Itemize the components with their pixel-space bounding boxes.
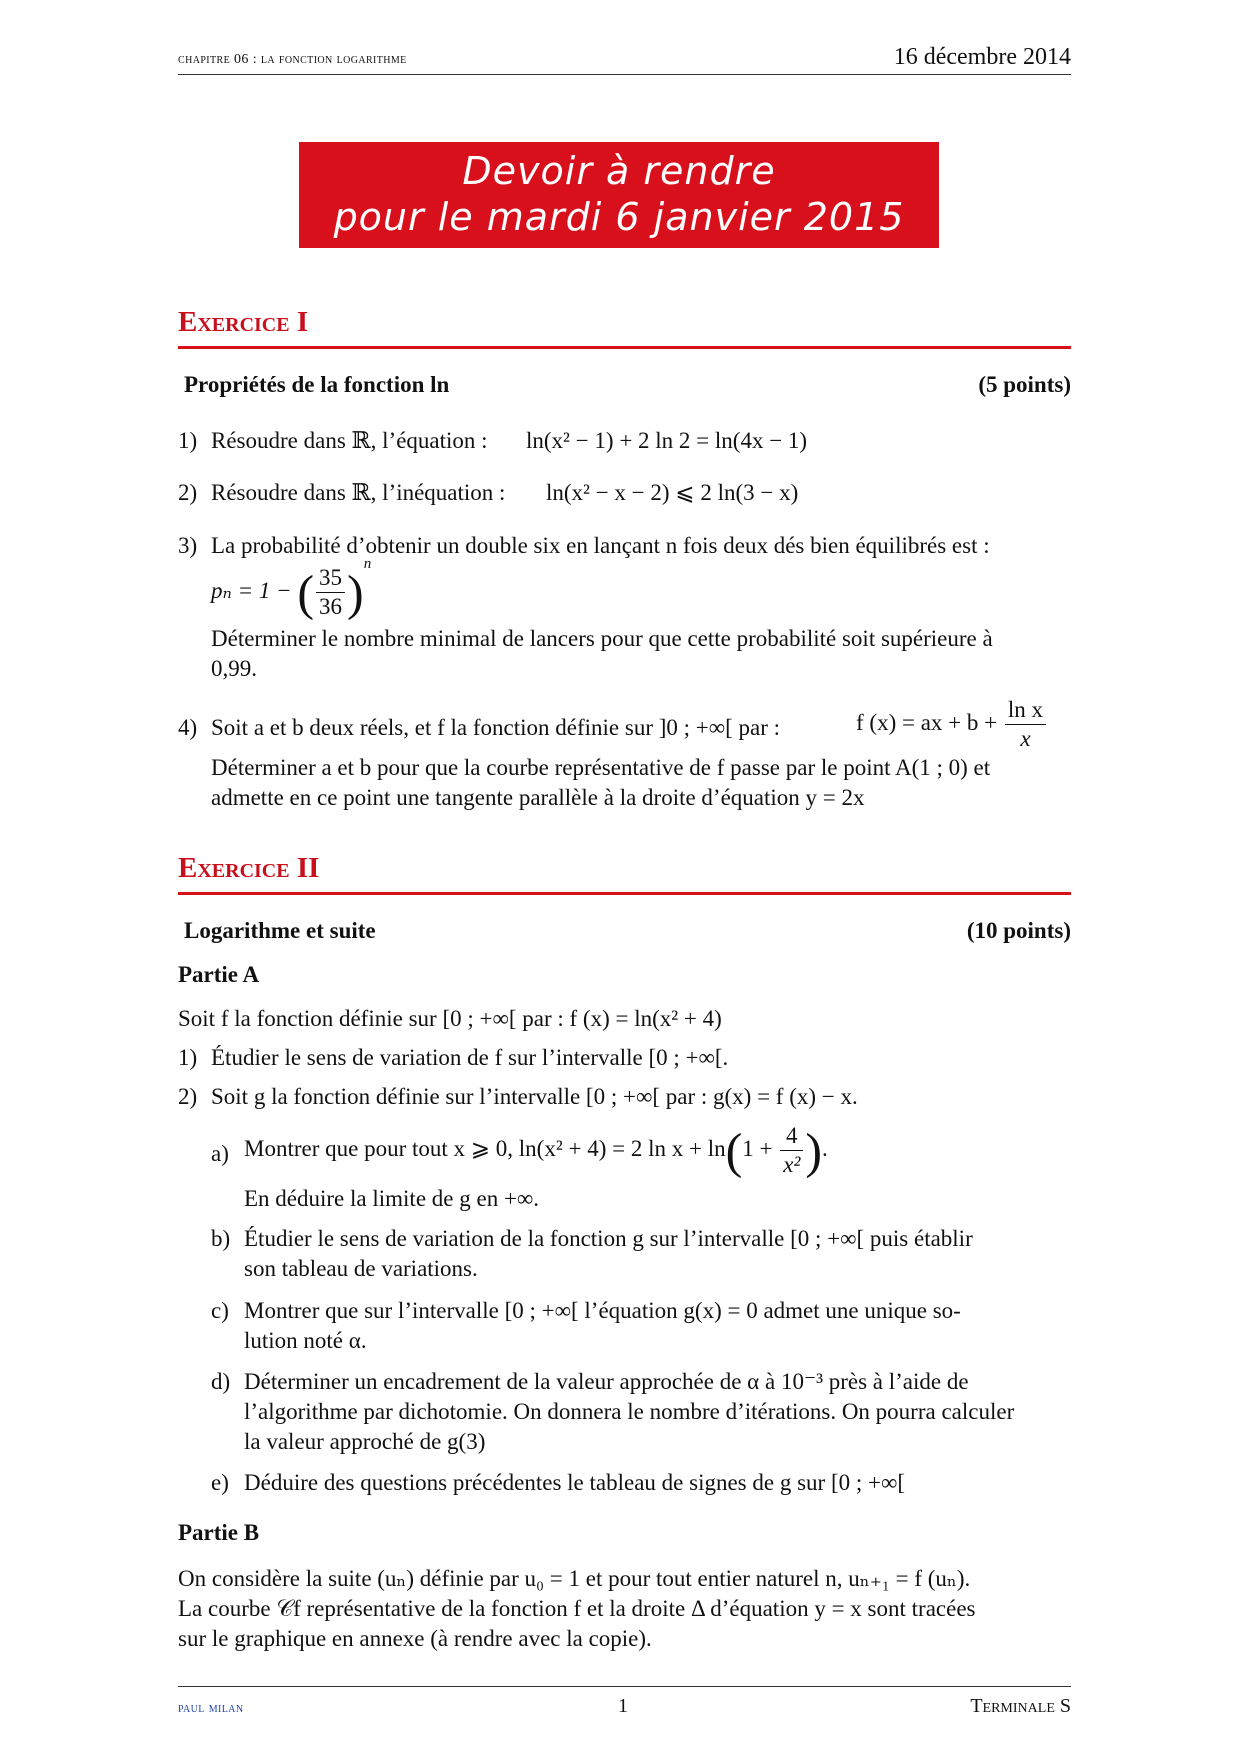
q3-exponent: n — [363, 556, 372, 572]
q3-line-3: 0,99. — [211, 656, 257, 681]
part-b-line-2: La courbe 𝒞f représentative de la fonction f et la droite Δ d’équation y = x sont tracées — [178, 1596, 976, 1621]
qa-frac-num: 4 — [780, 1122, 803, 1151]
part-b-line-3: sur le graphique en annexe (à rendre avec la copie). — [178, 1626, 652, 1651]
q3-line-2: Déterminer le nombre minimal de lancers pour que cette probabilité soit supérieure à — [211, 626, 993, 651]
exercise-2-subtitle-row — [184, 918, 1071, 944]
q4-line-3: admette en ce point une tangente parallèle à la droite d’équation y = 2x — [211, 785, 865, 810]
banner-line-1: Devoir à rendre — [462, 149, 776, 193]
q3-formula-left: pₙ = 1 − — [211, 578, 292, 603]
q4-number: 4) — [178, 715, 198, 740]
qa-line-2: En déduire la limite de g en +∞. — [244, 1186, 540, 1211]
q3-frac-den: 36 — [319, 594, 343, 620]
page-header — [178, 44, 1071, 75]
qa-inner: 1 + — [742, 1135, 773, 1161]
qa-frac-den: x² — [783, 1152, 801, 1177]
qc-line-2: lution noté α. — [244, 1328, 367, 1353]
qe-text: Déduire des questions précédentes le tableau de signes de g sur [0 ; +∞[ — [244, 1470, 906, 1495]
exercise-2-points: (10 points) — [966, 918, 1071, 943]
qd-number: d) — [211, 1369, 231, 1394]
qa-fraction — [780, 1122, 803, 1179]
qc-line-1: Montrer que sur l’intervalle [0 ; +∞[ l’équation g(x) = 0 admet une unique so- — [244, 1298, 961, 1323]
q4-text: Soit a et b deux réels, et f la fonction définie sur ]0 ; +∞[ par : — [211, 715, 781, 740]
q3-fraction — [316, 564, 345, 621]
q3-number: 3) — [178, 533, 198, 558]
q1-equation: ln(x² − 1) + 2 ln 2 = ln(4x − 1) — [526, 428, 808, 453]
qc-number: c) — [211, 1298, 229, 1323]
exercise-1-points: (5 points) — [978, 372, 1071, 397]
q4-frac-den: x — [1020, 726, 1031, 751]
part-b-line-1: On considère la suite (uₙ) définie par u₀ = 1 et pour tout entier naturel n, uₙ₊₁ = f (uₙ). — [178, 1566, 971, 1591]
footer-page-number: 1 — [618, 1695, 628, 1717]
chapter-title: chapitre 06 : la fonction logarithme — [178, 52, 407, 67]
exercise-1-subtitle-row — [184, 372, 1071, 398]
part-a-intro: Soit f la fonction définie sur [0 ; +∞[ par : f (x) = ln(x² + 4) — [178, 1006, 722, 1031]
qb-line-2: son tableau de variations. — [244, 1256, 478, 1281]
qd-line-3: la valeur approché de g(3) — [244, 1429, 486, 1454]
qa-paren-close: ) — [805, 1122, 822, 1179]
partA-q1-number: 1) — [178, 1045, 198, 1070]
q3-formula — [211, 556, 371, 621]
qb-number: b) — [211, 1226, 231, 1251]
part-b-title: Partie B — [178, 1520, 260, 1545]
q2-text: Résoudre dans ℝ, l’inéquation : — [211, 480, 506, 505]
exercise-2-title: Exercice II — [178, 852, 1071, 895]
page-footer — [178, 1686, 1071, 1723]
qa-line — [244, 1122, 828, 1179]
partA-q2-text: Soit g la fonction définie sur l’intervalle [0 ; +∞[ par : g(x) = f (x) − x. — [211, 1084, 858, 1109]
q1-number: 1) — [178, 428, 198, 453]
exercise-1-title: Exercice I — [178, 306, 1071, 349]
paren-open: ( — [297, 564, 315, 621]
qd-line-1: Déterminer un encadrement de la valeur approchée de α à 10⁻³ près à l’aide de — [244, 1369, 969, 1394]
q4-fraction — [1005, 696, 1046, 753]
exercise-2-subtitle: Logarithme et suite — [184, 918, 376, 943]
q4-function — [856, 696, 1048, 753]
q3-frac-num: 35 — [316, 564, 345, 593]
partA-q2-number: 2) — [178, 1084, 198, 1109]
qd-line-2: l’algorithme par dichotomie. On donnera le nombre d’itérations. On pourra calculer — [244, 1399, 1015, 1424]
part-a-title: Partie A — [178, 962, 260, 987]
banner-line-2: pour le mardi 6 janvier 2015 — [333, 195, 905, 239]
paren-close: ) — [347, 564, 364, 621]
qa-number: a) — [211, 1141, 229, 1166]
q3-text: La probabilité d’obtenir un double six en lançant n fois deux dés bien équilibrés est : — [211, 533, 990, 558]
q4-frac-num: ln x — [1005, 696, 1046, 725]
q2-inequation: ln(x² − x − 2) ⩽ 2 ln(3 − x) — [546, 480, 799, 505]
partA-q1-text: Étudier le sens de variation de f sur l’intervalle [0 ; +∞[. — [211, 1045, 729, 1070]
q4-line-2: Déterminer a et b pour que la courbe représentative de f passe par le point A(1 ; 0) et — [211, 755, 991, 780]
qa-paren-open: ( — [725, 1122, 743, 1179]
exercise-1-subtitle: Propriétés de la fonction ln — [184, 372, 450, 397]
qb-line-1: Étudier le sens de variation de la fonction g sur l’intervalle [0 ; +∞[ puis établir — [244, 1226, 973, 1251]
q2-number: 2) — [178, 480, 198, 505]
q1-text: Résoudre dans ℝ, l’équation : — [211, 428, 488, 453]
qa-text: Montrer que pour tout x ⩾ 0, ln(x² + 4) = 2 ln x + ln — [244, 1135, 726, 1161]
qa-end: . — [822, 1135, 828, 1161]
footer-author: paul milan — [178, 1701, 244, 1716]
q4-function-expr: f (x) = ax + b + — [856, 709, 998, 735]
header-date: 16 décembre 2014 — [893, 44, 1071, 70]
footer-class: Terminale S — [970, 1695, 1071, 1717]
due-date-banner — [299, 142, 939, 248]
qe-number: e) — [211, 1470, 229, 1495]
